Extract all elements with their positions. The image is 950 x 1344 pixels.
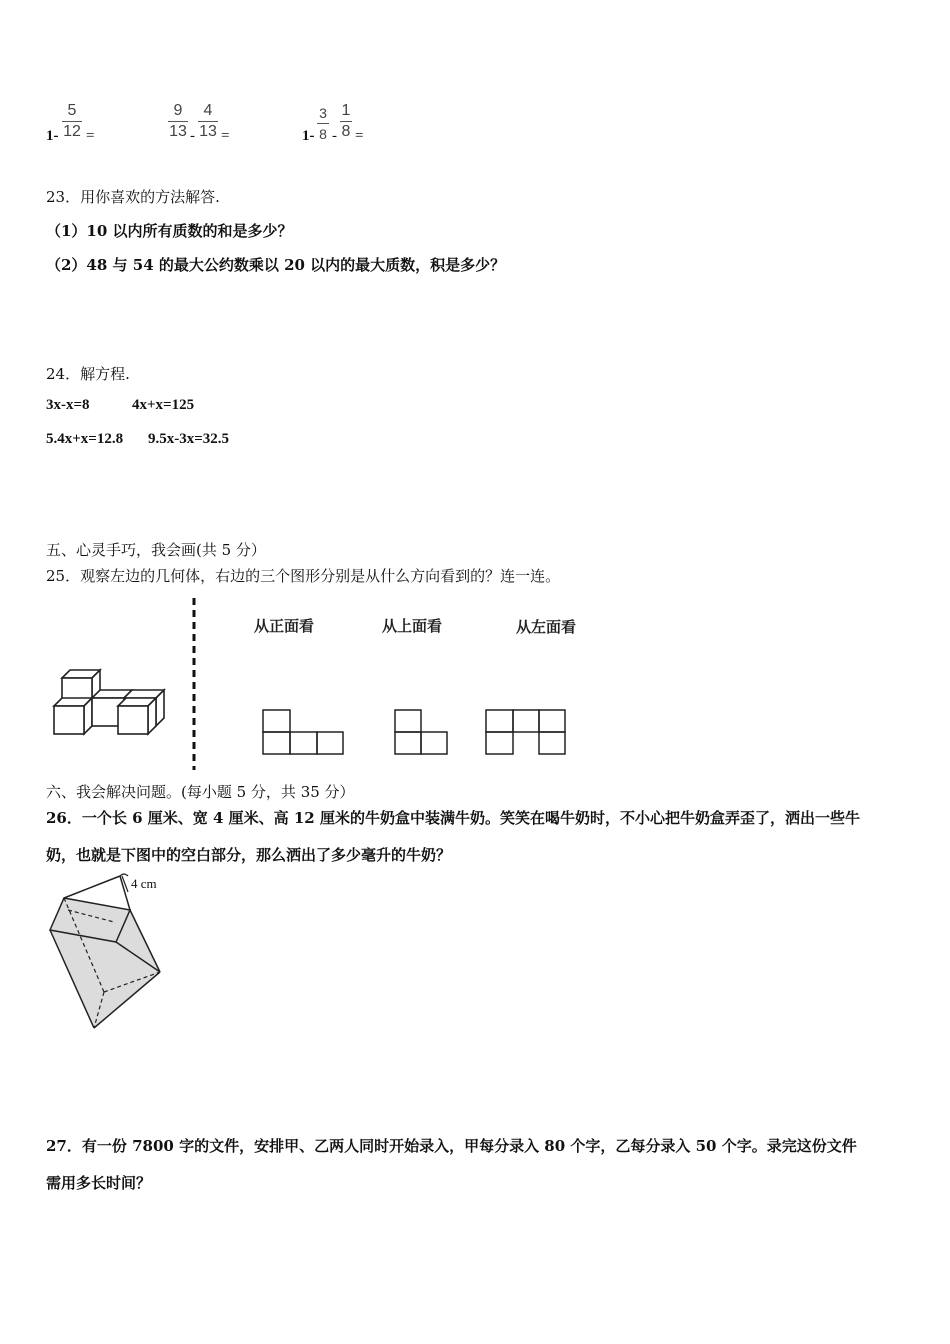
q25-view-figure-3 xyxy=(485,709,567,755)
cube-front-face-1 xyxy=(54,706,84,734)
calc-a-fraction xyxy=(62,102,82,141)
q27-line-2: 需用多长时间？ xyxy=(46,1174,152,1192)
q26-line-2: 奶，也就是下图中的空白部分，那么洒出了多少毫升的牛奶？ xyxy=(46,846,452,864)
q25-label-left: 从左面看 xyxy=(516,618,577,636)
q25-dashed-divider xyxy=(190,598,198,770)
q24-equation-4: 9.5x-3x=32.5 xyxy=(148,431,230,447)
q25-label-top: 从上面看 xyxy=(382,617,443,635)
q26-milk-box-figure xyxy=(44,870,174,1035)
q25-view-figure-1 xyxy=(262,709,344,755)
q26-line-1: 26．一个长 6 厘米、宽 4 厘米、高 12 厘米的牛奶盒中装满牛奶。笑笑在喝牛奶时，不小心把牛奶盒弄歪了，洒出一些牛 xyxy=(46,809,860,827)
calc-b-numerator-2: 4 xyxy=(203,102,213,119)
section-6-title: 六、我会解决问题。(每小题 5 分，共 35 分） xyxy=(46,783,355,801)
calc-b-fraction-2 xyxy=(198,102,218,141)
calc-c-numerator-2: 1 xyxy=(341,102,351,119)
calc-c-numerator-1: 3 xyxy=(319,105,327,121)
calc-a-equals: = xyxy=(86,128,95,144)
q23-title: 23．用你喜欢的方法解答. xyxy=(46,188,220,206)
q25-title: 25．观察左边的几何体，右边的三个图形分别是从什么方向看到的？连一连。 xyxy=(46,567,561,585)
calc-a-prefix: 1- xyxy=(46,128,59,144)
q24-equation-3: 5.4x+x=12.8 xyxy=(46,431,124,447)
calc-c-fraction-1 xyxy=(317,104,329,143)
calc-c-denominator-1: 8 xyxy=(319,126,327,142)
q24-equation-1: 3x-x=8 xyxy=(46,397,90,413)
calc-b-minus: - xyxy=(190,128,195,144)
calc-c-minus: - xyxy=(332,128,337,144)
calc-c-fraction-2 xyxy=(340,102,352,141)
q24-equation-2: 4x+x=125 xyxy=(132,397,195,413)
q24-title: 24．解方程. xyxy=(46,365,130,383)
calc-c-equals: = xyxy=(355,128,364,144)
q27-line-1: 27．有一份 7800 字的文件，安排甲、乙两人同时开始录入，甲每分录入 80 个字，乙每分录入 50 个字。录完这份文件 xyxy=(46,1137,857,1155)
q23-part-1: （1）10 以内所有质数的和是多少？ xyxy=(46,222,293,240)
calc-b-numerator-1: 9 xyxy=(173,102,183,119)
q25-solid-figure xyxy=(46,660,171,740)
q23-part-2: （2）48 与 54 的最大公约数乘以 20 以内的最大质数，积是多少？ xyxy=(46,256,506,274)
q26-dimension-label: 4 cm xyxy=(131,876,157,891)
q25-label-front: 从正面看 xyxy=(254,617,315,635)
calc-b-fraction-1 xyxy=(168,102,188,141)
cube-front-face-2 xyxy=(118,706,148,734)
calc-c-denominator-2: 8 xyxy=(341,123,351,140)
calc-a-denominator: 12 xyxy=(63,123,81,140)
q25-view-figure-2 xyxy=(394,709,449,755)
calc-b-equals: = xyxy=(221,128,230,144)
section-5-title: 五、心灵手巧，我会画(共 5 分） xyxy=(46,541,266,559)
calc-b-denominator-1: 13 xyxy=(169,123,187,140)
calc-c-prefix: 1- xyxy=(302,128,315,144)
calc-b-denominator-2: 13 xyxy=(199,123,217,140)
calc-a-numerator: 5 xyxy=(67,102,77,119)
